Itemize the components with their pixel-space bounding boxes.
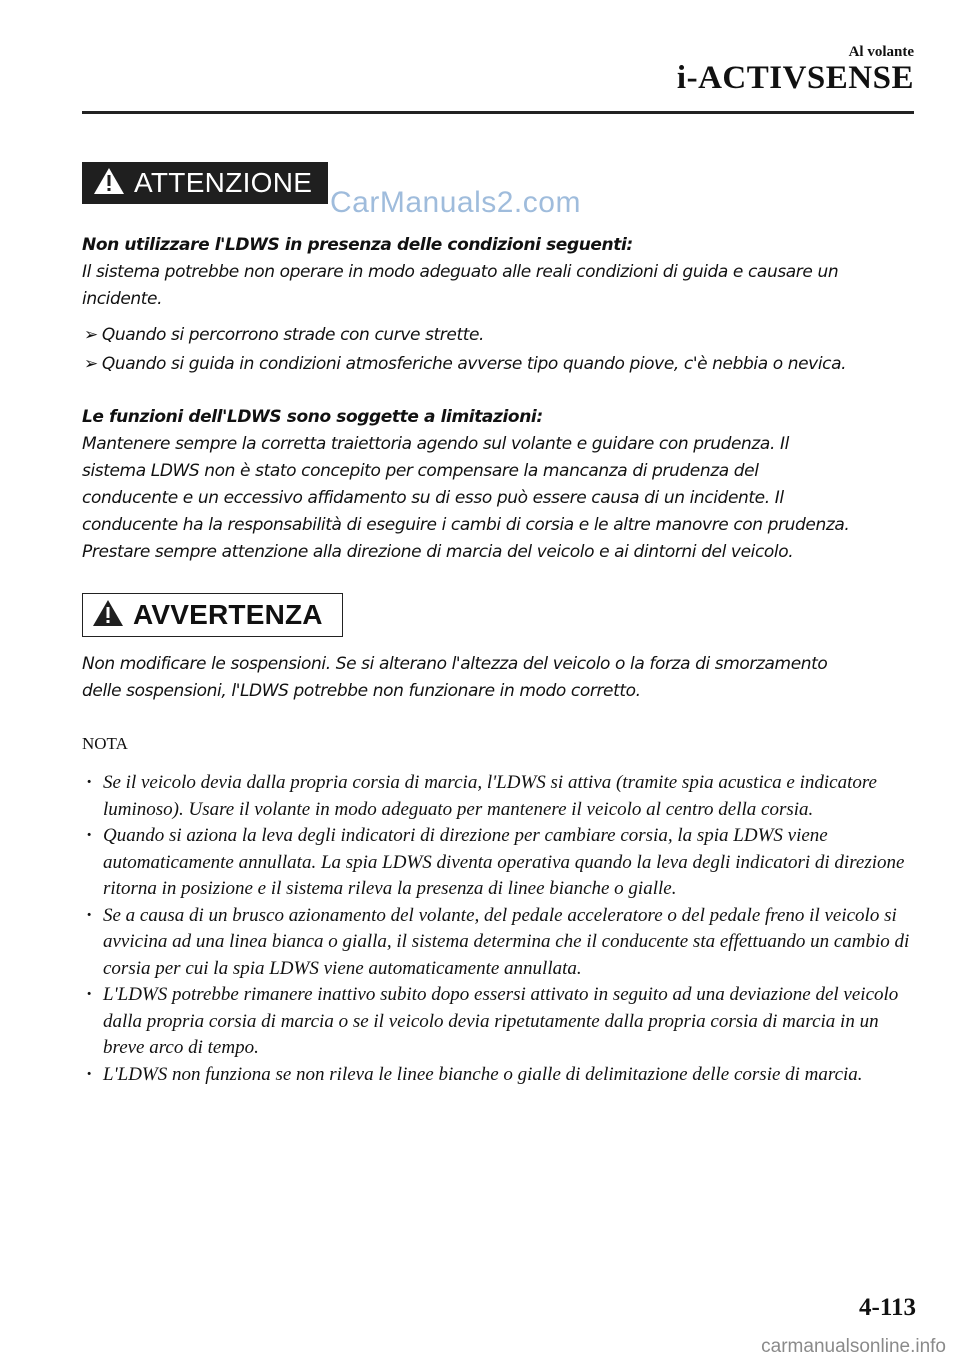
list-item: · L'LDWS non funziona se non rileva le linee bianche o gialle di delimitazione delle corsie di marcia. bbox=[86, 1062, 916, 1089]
attenzione-body-2-line: Mantenere sempre la corretta traiettoria agendo sul volante e guidare con prudenza. Il bbox=[82, 434, 789, 454]
list-item: · L'LDWS potrebbe rimanere inattivo subito dopo essersi attivato in seguito ad una deviazione del veicolo dalla propria corsia di marcia o se il veicolo devia ripetutamente dalla propria corsia di marcia in un breve arco di tempo. bbox=[86, 982, 916, 1062]
list-item: · Se il veicolo devia dalla propria corsia di marcia, l'LDWS si attiva (tramite spia acustica e indicatore luminoso). Usare il volante in modo adeguato per mantenere il veicolo al centro della corsia. bbox=[86, 770, 916, 823]
list-item: · Quando si aziona la leva degli indicatori di direzione per cambiare corsia, la spia LDWS viene automaticamente annullata. La spia LDWS diventa operativa quando la leva degli indicatori di direzione ritorna in posizione e il sistema rileva la presenza di linee bianche o gialle. bbox=[86, 823, 916, 903]
attenzione-heading-2: Le funzioni dell'LDWS sono soggette a limitazioni: bbox=[82, 407, 543, 427]
warning-triangle-icon bbox=[92, 166, 126, 200]
attenzione-bullet: ➢ Quando si percorrono strade con curve strette. bbox=[84, 325, 485, 345]
arrow-bullet-icon: ➢ bbox=[84, 354, 98, 374]
avvertenza-label bbox=[82, 593, 343, 637]
attenzione-heading-1: Non utilizzare l'LDWS in presenza delle condizioni seguenti: bbox=[82, 235, 633, 255]
footer-watermark: carmanualsonline.info bbox=[761, 1336, 946, 1357]
watermark: CarManuals2.com bbox=[330, 186, 581, 219]
attenzione-body-1-line-1: Il sistema potrebbe non operare in modo adeguato alle reali condizioni di guida e causare un bbox=[82, 262, 839, 282]
warning-triangle-icon bbox=[91, 598, 125, 632]
attenzione-body-2-line: sistema LDWS non è stato concepito per compensare la mancanza di prudenza del bbox=[82, 461, 759, 481]
page-number: 4-113 bbox=[859, 1294, 916, 1321]
header-divider bbox=[82, 111, 914, 114]
avvertenza-body-line: delle sospensioni, l'LDWS potrebbe non funzionare in modo corretto. bbox=[82, 681, 641, 701]
attenzione-label bbox=[82, 162, 328, 204]
attenzione-body-1-line-2: incidente. bbox=[82, 289, 163, 309]
page-title: i-ACTIVSENSE bbox=[676, 60, 914, 96]
avvertenza-label-text: AVVERTENZA bbox=[133, 599, 323, 630]
arrow-bullet-icon: ➢ bbox=[84, 325, 98, 345]
attenzione-body-2-line: Prestare sempre attenzione alla direzione di marcia del veicolo e ai dintorni del veicolo. bbox=[82, 542, 794, 562]
attenzione-label-text: ATTENZIONE bbox=[134, 167, 313, 198]
attenzione-body-2-line: conducente ha la responsabilità di eseguire i cambi di corsia e le altre manovre con prudenza. bbox=[82, 515, 850, 535]
list-item: · Se a causa di un brusco azionamento del volante, del pedale acceleratore o del pedale freno il veicolo si avvicina ad una linea bianca o gialla, il sistema determina che il conducente sta effettuando un cambio di corsia per cui la spia LDWS viene automaticamente annullata. bbox=[86, 903, 916, 983]
nota-list bbox=[86, 770, 916, 1088]
avvertenza-body-line: Non modificare le sospensioni. Se si alterano l'altezza del veicolo o la forza di smorzamento bbox=[82, 654, 828, 674]
attenzione-bullet: ➢ Quando si guida in condizioni atmosferiche avverse tipo quando piove, c'è nebbia o nevica. bbox=[84, 354, 847, 374]
nota-heading: NOTA bbox=[82, 734, 128, 753]
section-label: Al volante bbox=[848, 44, 914, 60]
attenzione-body-2-line: conducente e un eccessivo affidamento su di esso può essere causa di un incidente. Il bbox=[82, 488, 784, 508]
